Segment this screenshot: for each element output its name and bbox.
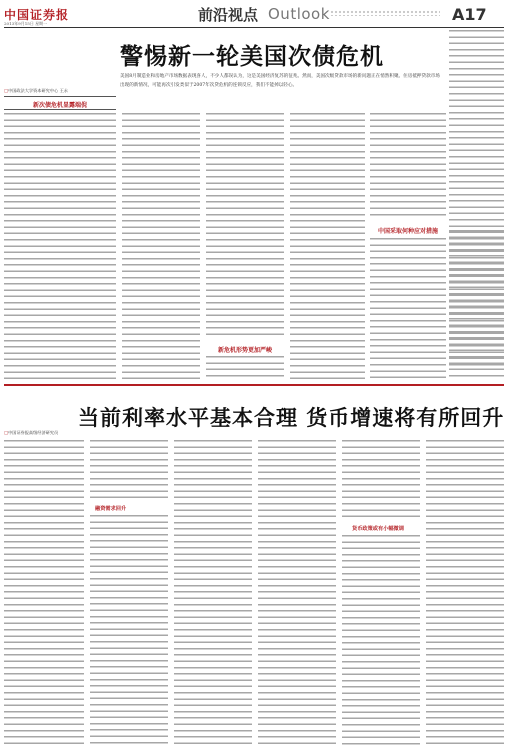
article1-subhead-3: 新危机形势更加严峻 — [217, 347, 272, 354]
article2-column-6 — [426, 440, 504, 746]
subhead-rule — [4, 109, 116, 110]
article1-headline: 警惕新一轮美国次债危机 — [120, 44, 384, 70]
article2-byline: □中国证券报高级经济研究员 — [4, 430, 59, 435]
article2-column-5 — [342, 440, 420, 520]
header-rule — [4, 27, 504, 28]
article2-column-1 — [4, 440, 84, 746]
article1-column-5b — [370, 238, 446, 380]
article2-column-2 — [90, 440, 168, 500]
article2-column-2b — [90, 515, 168, 746]
article2-headline: 当前利率水平基本合理 货币增速将有所回升 — [78, 406, 505, 430]
article1-column-6 — [449, 230, 504, 380]
article1-lead: 美国8月制造业和房地产市场数据表现喜人，不少人都误认为，这是美国经济复苏的征兆。然而，美国次级贷款市场的新问题正在悄然积聚。住房抵押贷款市场出现的新情况，可能再次引发类似于2007年次贷危机的连锁反应，我们不能掉以轻心。 — [120, 74, 440, 88]
header-dot-pattern — [330, 10, 440, 16]
article1-column-5 — [370, 113, 446, 219]
article1-byline-affiliation: 中国政法大学资本研究中心 — [7, 88, 59, 93]
page-number: A17 — [452, 5, 487, 24]
article1-column-4 — [290, 113, 365, 380]
article1-column-1 — [4, 113, 116, 380]
article2-column-5b — [342, 535, 420, 746]
article2-column-3 — [174, 440, 252, 746]
article2-subhead-1: 融资需求回升 — [95, 506, 127, 512]
article1-byline-author: 王永 — [59, 88, 68, 93]
article2-subhead-2: 货币政策或有小幅微调 — [352, 526, 404, 532]
section-title-en: Outlook — [268, 5, 330, 23]
article1-column-3 — [206, 113, 284, 338]
article2-byline-affiliation: 中国证券报高级经济研究员 — [7, 430, 59, 435]
byline-rule — [4, 96, 116, 97]
masthead-date: 2013年9月15日 星期一 — [4, 21, 48, 26]
article-divider — [4, 384, 504, 386]
section-title: 前沿视点 — [198, 6, 259, 24]
article1-subhead-1: 新次债危机显露端倪 — [32, 102, 87, 109]
article1-subhead-2: 中国采取何种应对措施 — [377, 228, 438, 235]
masthead-logo: 中国证券报 — [4, 8, 70, 22]
article2-column-4 — [258, 440, 336, 746]
article1-column-2 — [122, 113, 200, 380]
article1-column-3b — [206, 356, 284, 380]
article1-byline: □中国政法大学资本研究中心 王永 — [4, 88, 68, 93]
